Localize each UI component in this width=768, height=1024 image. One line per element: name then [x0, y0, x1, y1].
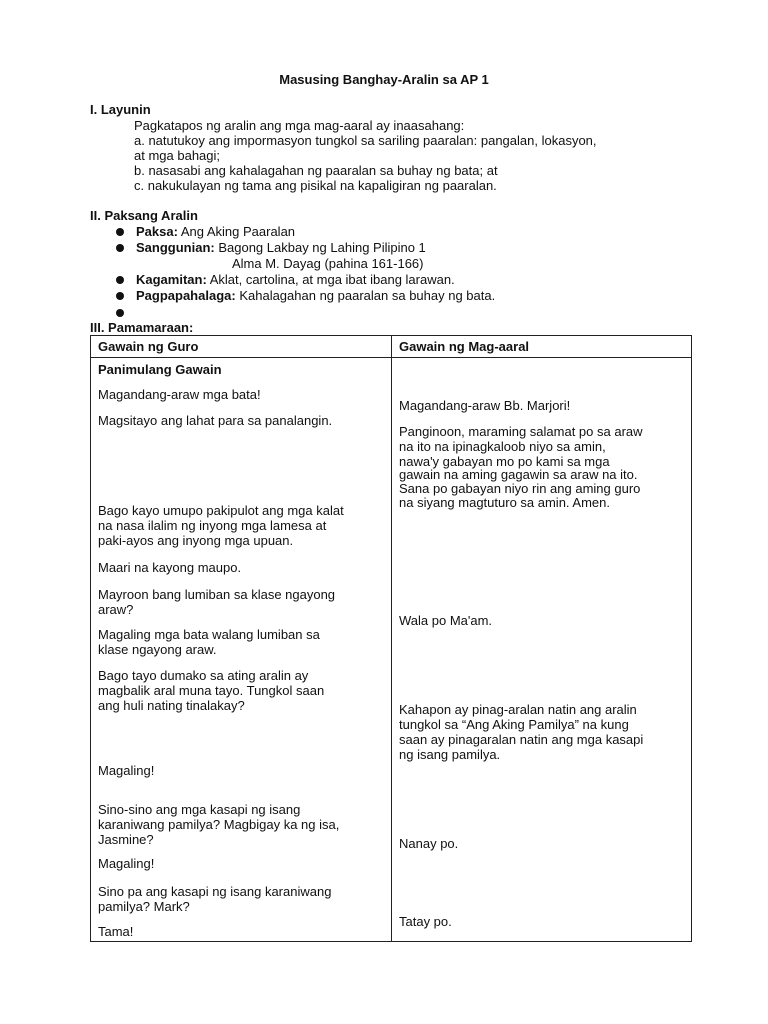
layunin-item-a: a. natutukoy ang impormasyon tungkol sa sariling paaralan: pangalan, lokasyon, [134, 133, 597, 148]
bullet-icon [116, 276, 124, 284]
guro-line: Maari na kayong maupo. [98, 560, 242, 575]
panimulang-gawain-heading: Panimulang Gawain [98, 362, 222, 377]
paksa-value: Ang Aking Paaralan [180, 224, 296, 239]
guro-line: Tama! [98, 924, 134, 939]
kagamitan-value: Aklat, cartolina, at mga ibat ibang larawan. [209, 272, 455, 287]
magaaral-line: Kahapon ay pinag-aralan natin ang aralin [399, 702, 637, 717]
guro-line: Magandang-araw mga bata! [98, 387, 261, 402]
magaaral-line: Sana po gabayan niyo rin ang aming guro [399, 481, 641, 496]
magaaral-line: na siyang magtuturo sa amin. Amen. [399, 495, 611, 510]
magaaral-line: ng isang pamilya. [399, 747, 501, 762]
layunin-heading: I. Layunin [90, 102, 151, 117]
magaaral-line: Nanay po. [399, 836, 459, 851]
guro-line: klase ngayong araw. [98, 642, 217, 657]
guro-line: ang huli nating tinalakay? [98, 698, 245, 713]
table-header-row [91, 336, 692, 358]
guro-line: Mayroon bang lumiban sa klase ngayong [98, 587, 336, 602]
magaaral-cell [392, 358, 692, 942]
guro-line: Sino pa ang kasapi ng isang karaniwang [98, 884, 332, 899]
bullet-icon [116, 228, 124, 236]
layunin-intro: Pagkatapos ng aralin ang mga mag-aaral ay inaasahang: [134, 118, 465, 133]
guro-line: Jasmine? [98, 832, 154, 847]
guro-line: Sino-sino ang mga kasapi ng isang [98, 802, 301, 817]
kagamitan-item [136, 272, 455, 287]
magaaral-line: saan ay pinagaralan natin ang mga kasapi [399, 732, 644, 747]
magaaral-line: Tatay po. [399, 914, 452, 929]
guro-line: magbalik aral muna tayo. Tungkol saan [98, 683, 325, 698]
pagpapahalaga-item [136, 288, 495, 303]
bullet-icon [116, 244, 124, 252]
guro-line: Magaling! [98, 763, 155, 778]
magaaral-line: Magandang-araw Bb. Marjori! [399, 398, 571, 413]
magaaral-line: gawain na aming gagawin sa araw na ito. [399, 467, 638, 482]
sanggunian-label: Sanggunian: [136, 240, 215, 255]
sanggunian-value: Bagong Lakbay ng Lahing Pilipino 1 [218, 240, 426, 255]
layunin-item-a-cont: at mga bahagi; [134, 148, 221, 163]
guro-line: pamilya? Mark? [98, 899, 190, 914]
guro-line: Bago kayo umupo pakipulot ang mga kalat [98, 503, 344, 518]
bullet-icon [116, 292, 124, 300]
document-title: Masusing Banghay-Aralin sa AP 1 [279, 72, 489, 87]
guro-line: na nasa ilalim ng inyong mga lamesa at [98, 518, 327, 533]
guro-line: Magsitayo ang lahat para sa panalangin. [98, 413, 333, 428]
magaaral-line: tungkol sa “Ang Aking Pamilya” na kung [399, 717, 629, 732]
guro-cell [91, 358, 392, 942]
paksa-label: Paksa: [136, 224, 178, 239]
guro-line: karaniwang pamilya? Magbigay ka ng isa, [98, 817, 340, 832]
pagpapahalaga-value: Kahalagahan ng paaralan sa buhay ng bata. [239, 288, 496, 303]
pamamaraan-table [90, 335, 692, 942]
sanggunian-value-cont: Alma M. Dayag (pahina 161-166) [232, 256, 424, 271]
paksa-item [136, 224, 295, 239]
layunin-item-b: b. nasasabi ang kahalagahan ng paaralan sa buhay ng bata; at [134, 163, 498, 178]
paksang-aralin-heading: II. Paksang Aralin [90, 208, 198, 223]
magaaral-line: Panginoon, maraming salamat po sa araw [399, 424, 643, 439]
table-row [91, 358, 692, 942]
pagpapahalaga-label: Pagpapahalaga: [136, 288, 236, 303]
magaaral-line: na ito na ipinagkaloob niyo sa amin, [399, 439, 606, 454]
guro-line: Magaling! [98, 856, 155, 871]
kagamitan-label: Kagamitan: [136, 272, 207, 287]
pamamaraan-heading: III. Pamamaraan: [90, 320, 194, 335]
sanggunian-item [136, 240, 426, 255]
layunin-item-c: c. nakukulayan ng tama ang pisikal na kapaligiran ng paaralan. [134, 178, 497, 193]
guro-line: paki-ayos ang inyong mga upuan. [98, 533, 294, 548]
column-header-magaaral: Gawain ng Mag-aaral [392, 336, 692, 358]
guro-line: araw? [98, 602, 134, 617]
magaaral-line: nawa'y gabayan mo po kami sa mga [399, 454, 610, 469]
guro-line: Magaling mga bata walang lumiban sa [98, 627, 320, 642]
column-header-guro: Gawain ng Guro [91, 336, 392, 358]
magaaral-line: Wala po Ma'am. [399, 613, 493, 628]
guro-line: Bago tayo dumako sa ating aralin ay [98, 668, 309, 683]
bullet-icon [116, 309, 124, 317]
